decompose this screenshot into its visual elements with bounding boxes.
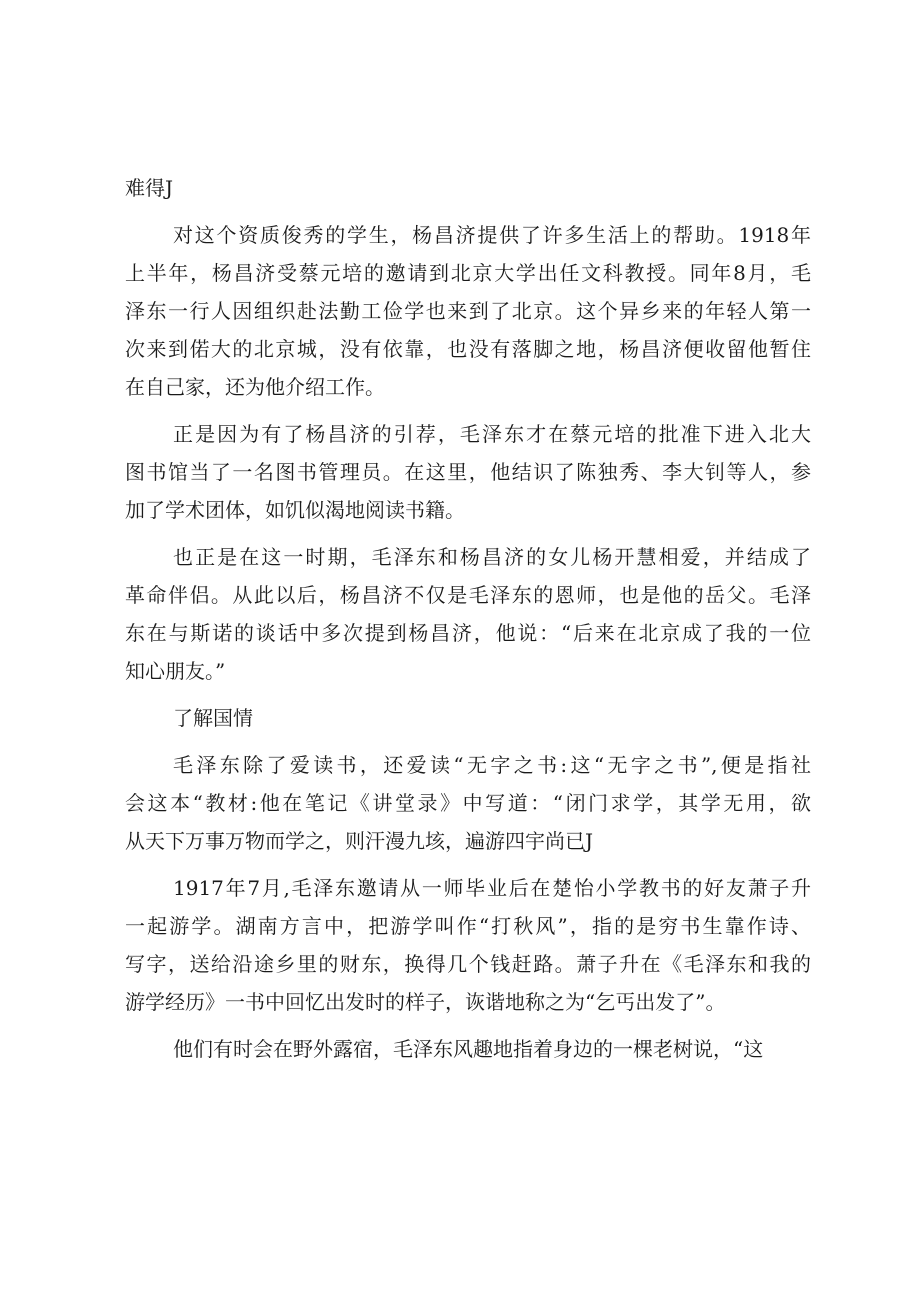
paragraph bbox=[125, 538, 811, 690]
section-heading bbox=[125, 699, 811, 737]
paragraph-spacer bbox=[125, 860, 811, 869]
text-line: 知心朋友。” bbox=[125, 659, 226, 683]
document-body bbox=[125, 169, 811, 1068]
text-line: 难得J bbox=[125, 176, 174, 200]
text-line: 毛泽东除了爱读书，还爱读“无字之书:这“无字之书”,便是指社 bbox=[173, 753, 811, 777]
paragraph bbox=[125, 746, 811, 860]
paragraph-spacer bbox=[125, 1021, 811, 1030]
text-line: 图书馆当了一名图书管理员。在这里，他结识了陈独秀、李大钊等人，参 bbox=[125, 460, 811, 484]
text-line: 也正是在这一时期，毛泽东和杨昌济的女儿杨开慧相爱，并结成了 bbox=[173, 545, 811, 569]
text-line: 对这个资质俊秀的学生，杨昌济提供了许多生活上的帮助。1918年 bbox=[173, 223, 811, 247]
text-line: 革命伴侣。从此以后，杨昌济不仅是毛泽东的恩师，也是他的岳父。毛泽 bbox=[125, 583, 811, 607]
text-line: 正是因为有了杨昌济的引荐，毛泽东才在蔡元培的批准下进入北大 bbox=[173, 422, 811, 446]
text-line: 加了学术团体，如饥似渴地阅读书籍。 bbox=[125, 498, 465, 522]
paragraph-spacer bbox=[125, 207, 811, 216]
text-line: 他们有时会在野外露宿，毛泽东风趣地指着身边的一棵老树说，“这 bbox=[173, 1037, 764, 1061]
paragraph bbox=[125, 169, 811, 207]
text-line: 东在与斯诺的谈话中多次提到杨昌济，他说：“后来在北京成了我的一位 bbox=[125, 621, 811, 645]
text-line: 1917年7月,毛泽东邀请从一师毕业后在楚怡小学教书的好友萧子升 bbox=[173, 876, 811, 900]
paragraph-spacer bbox=[125, 529, 811, 538]
paragraph-spacer bbox=[125, 737, 811, 746]
paragraph bbox=[125, 869, 811, 1021]
paragraph bbox=[125, 1030, 811, 1068]
paragraph bbox=[125, 415, 811, 529]
text-line: 上半年，杨昌济受蔡元培的邀请到北京大学出任文科教授。同年8月，毛 bbox=[125, 261, 811, 285]
text-line: 从天下万事万物而学之，则汗漫九垓，遍游四宇尚已J bbox=[125, 829, 594, 853]
paragraph bbox=[125, 216, 811, 406]
text-line: 游学经历》一书中回忆出发时的样子，诙谐地称之为“乞丐出发了”。 bbox=[125, 990, 726, 1014]
text-line: 次来到偌大的北京城，没有依靠，也没有落脚之地，杨昌济便收留他暂住 bbox=[125, 337, 811, 361]
text-line: 会这本“教材:他在笔记《讲堂录》中写道：“闭门求学，其学无用，欲 bbox=[125, 791, 811, 815]
text-line: 泽东一行人因组织赴法勤工俭学也来到了北京。这个异乡来的年轻人第一 bbox=[125, 299, 811, 323]
text-line: 写字，送给沿途乡里的财东，换得几个钱赶路。萧子升在《毛泽东和我的 bbox=[125, 952, 811, 976]
text-line: 了解国情 bbox=[173, 706, 253, 730]
text-line: 在自己家，还为他介绍工作。 bbox=[125, 375, 385, 399]
text-line: 一起游学。湖南方言中，把游学叫作“打秋风”，指的是穷书生靠作诗、 bbox=[125, 914, 811, 938]
paragraph-spacer bbox=[125, 690, 811, 699]
paragraph-spacer bbox=[125, 406, 811, 415]
